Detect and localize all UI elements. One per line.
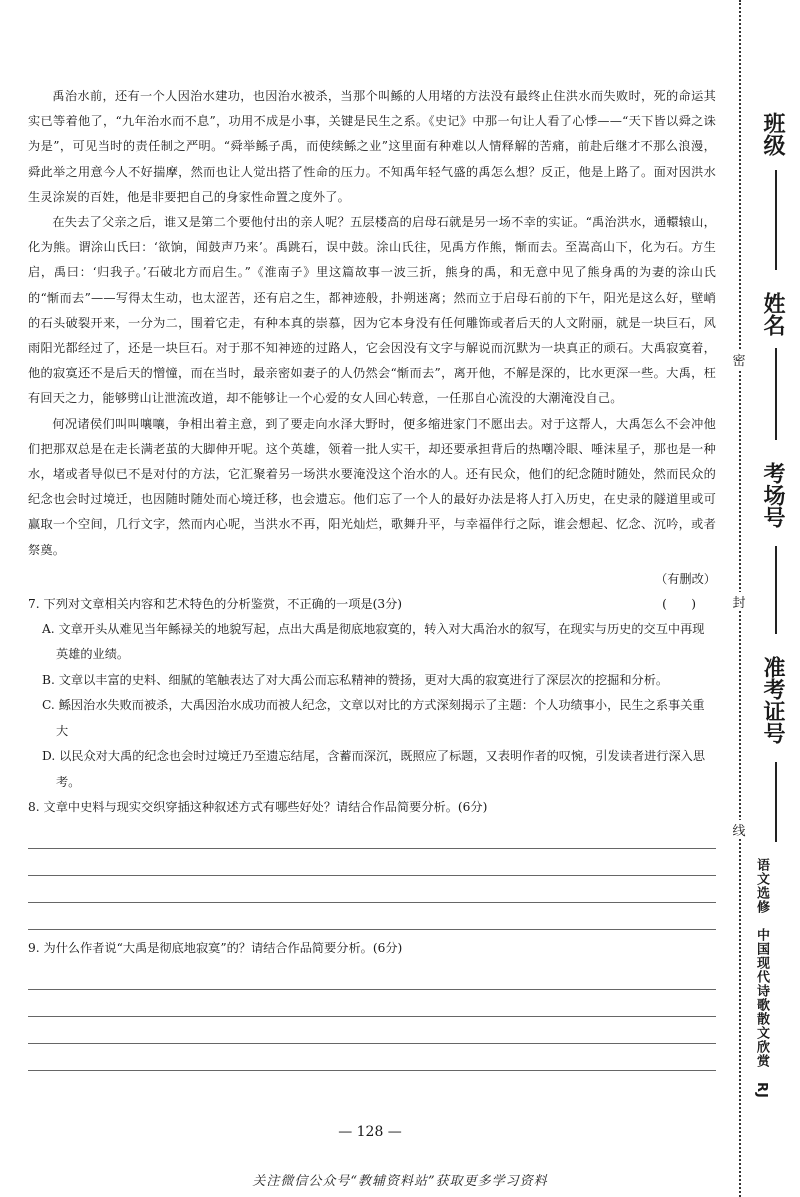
seal-mark: 线 [730, 820, 748, 839]
footer-note: 关注微信公众号“教辅资料站”获取更多学习资料 [252, 1174, 548, 1189]
answer-line [28, 963, 716, 990]
main-content [28, 84, 716, 1077]
seal-mark: 密 [730, 350, 748, 369]
question-7 [28, 592, 716, 617]
passage-paragraph-2: 在失去了父亲之后，谁又是第二个要他付出的亲人呢？五层楼高的启母石就是另一场不幸的实证。“禹治洪水，通轘辕山，化为熊。谓涂山氏曰：‘欲饷，闻鼓声乃来’。禹跳石，误中鼓。涂山氏往，见禹方作熊，惭而去。至嵩高山下，化为石。方生启，禹曰：‘归我子。’石破北方而启生。”《淮南子》里这篇故事一波三折，熊身的禹，和无意中见了熊身禹的为妻的涂山氏的“惭而去”——写得太生动，也太涩苦，还有启之生，都神迹般，扑朔迷离；然而立于启母石前的下午，阳光是这么好，壁峭的石头破裂开来，一分为二，围着它走，有种本真的崇慕，因为它本身没有任何雕饰或者后天的人文附丽，就是一块巨石，风雨阳光都经过了，还是一块巨石。对于那不知神迹的过路人，它会因没有文字与解说而沉默为一块真正的顽石。大禹寂寞着，他的寂寞还不是后天的憎憧，而在当时，最亲密如妻子的人仍然会“惭而去”，离开他，不解是深的，比水更深一些。大禹，枉有回天之力，能够劈山让泄流改道，却不能够让一个心爱的女人回心转意，一任那自心流没的大潮淹没自己。 [28, 215, 716, 406]
option-a[interactable]: A. 文章开头从难见当年鲧禄关的地貌写起，点出大禹是彻底地寂寞的，转入对大禹治水的叙写，在现实与历史的交互中再现英雄的业绩。 [42, 621, 705, 662]
passage-paragraph-1: 禹治水前，还有一个人因治水建功，也因治水被杀，当那个叫鲧的人用堵的方法没有最终止住洪水而失败时，死的命运其实已等着他了，“九年治水而不息”，功用不成是小事，关键是民生之系。《史记》中那一句让人看了心悸——“天下皆以舜之诛为是”，可见当时的责任制之严明。“舜举鲧子禹，而使续鲧之业”这里面有种难以人情释解的苦痛，前赴后继才不那么浪漫，舜此举之用意今人不好揣摩，然而也让人觉出搭了性命的压力。不知禹年轻气盛的禹怎么想？反正，他是上路了。面对因洪水生灵涂炭的百姓，他是非要把自己的身家性命置之度外了。 [28, 89, 716, 204]
answer-area-9[interactable] [28, 963, 716, 1071]
class-fill-line[interactable] [775, 170, 777, 270]
answer-line [28, 876, 716, 903]
page-number: — 128 — [338, 1124, 402, 1140]
exam-number-fill-line[interactable] [775, 762, 777, 842]
label-exam-room: 考场号 [760, 462, 785, 528]
option-d[interactable]: D. 以民众对大禹的纪念也会时过境迁乃至遗忘结尾，含蓄而深沉，既照应了标题，又表明作者的叹惋，引发读者进行深入思考。 [42, 749, 706, 789]
name-fill-line[interactable] [775, 348, 777, 440]
answer-line [28, 1044, 716, 1071]
label-class: 班级 [760, 112, 785, 156]
answer-line [28, 990, 716, 1017]
label-name: 姓名 [760, 292, 785, 336]
passage-paragraph-3: 何况诸侯们叫叫嚷嚷，争相出着主意，到了要走向水泽大野时，便多缩进家门不愿出去。对于这帮人，大禹怎么不会冲他们把那双总是在走长满老茧的大脚伸开呢。这个英雄，领着一批人实干，却还要承担背后的热嘲冷眼、唾沫星子，那也是一种水，堵或者导似已不是对付的方法，它汇聚着另一场洪水要淹没这个治水的人。还有民众，他们的纪念随时随处，然而民众的纪念也会时过境迁，也因随时随处而心境迁移，也会遗忘。他们忘了一个人的最好办法是将人打入历史，在史录的隧道里或可赢取一个空间，几行文字，然而内心呢，当洪水不再，阳光灿烂，歌舞升平，与幸福伴行之际，谁会想起、忆念、沉吟，或者祭奠。 [28, 416, 716, 557]
answer-area-8[interactable] [28, 822, 716, 930]
source-note: （有删改） [655, 571, 716, 586]
answer-line [28, 849, 716, 876]
answer-line [28, 903, 716, 930]
seal-mark: 封 [730, 592, 748, 611]
option-c[interactable]: C. 鲧因治水失败而被杀，大禹因治水成功而被人纪念，文章以对比的方式深刻揭示了主题：个人功绩事小，民生之系事关重大 [42, 698, 705, 738]
answer-line [28, 822, 716, 849]
answer-blank[interactable]: ( ) [662, 596, 696, 611]
question-7-stem: 7. 下列对文章相关内容和艺术特色的分析鉴赏，不正确的一项是(3分) [28, 596, 403, 611]
answer-line [28, 1017, 716, 1044]
question-9-stem: 9. 为什么作者说“大禹是彻底地寂寞”的？请结合作品简要分析。(6分) [28, 941, 403, 956]
option-b[interactable]: B. 文章以丰富的史料、细腻的笔触表达了对大禹公而忘私精神的赞扬，更对大禹的寂寞进行了深层次的挖掘和分析。 [42, 672, 669, 687]
exam-room-fill-line[interactable] [775, 546, 777, 634]
book-title: 语文选修 中国现代诗歌散文欣赏 RJ [754, 858, 769, 1099]
label-exam-number: 准考证号 [760, 656, 785, 744]
question-8-stem: 8. 文章中史料与现实交织穿插这种叙述方式有哪些好处？请结合作品简要分析。(6分) [28, 800, 488, 815]
